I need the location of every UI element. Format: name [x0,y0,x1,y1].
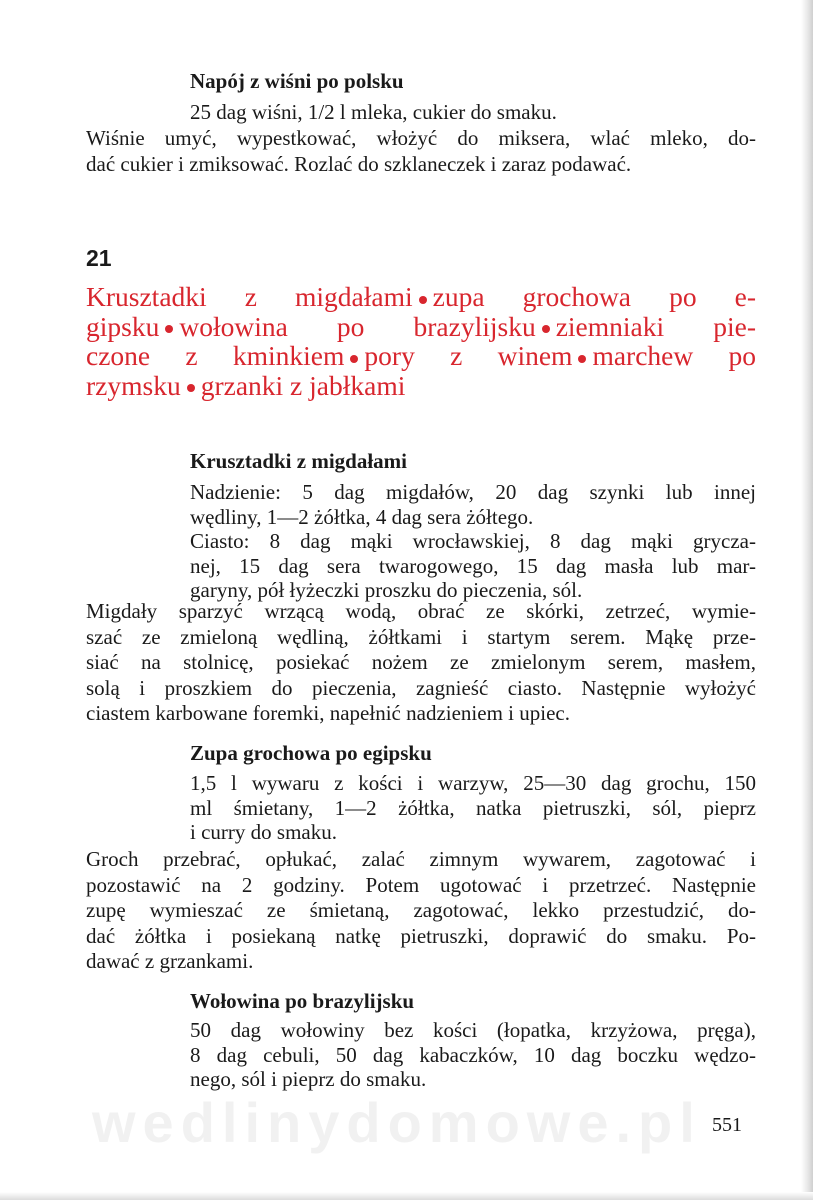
preparation-line: solą i proszkiem do pieczenia, zagnieść ciasto. Następnie wyłożyć [86,675,756,700]
chapter-menu [86,282,756,400]
ingredients-line: garyny, pół łyżeczki proszku do pieczenia, sól. [190,578,583,602]
dough-ingredients [190,529,756,603]
ingredients-line: i curry do smaku. [190,820,337,844]
menu-item: ziemniaki pie- [555,310,756,342]
ingredients-line: 50 dag wołowiny bez kości (łopatka, krzyżowa, pręga), [190,1018,756,1042]
recipe-title: Krusztadki z migdałami [190,449,408,473]
menu-item: zupa grochowa po e- [432,281,756,312]
menu-item: Krusztadki z migdałami [86,281,413,312]
recipe-title: Zupa grochowa po egipsku [190,741,432,765]
menu-line [86,282,756,312]
chapter-number: 21 [86,245,112,271]
bullet-icon [578,355,586,363]
bullet-icon [419,296,427,304]
ingredients-line: Nadzienie: 5 dag migdałów, 20 dag szynki lub innej [190,480,756,504]
menu-item: rzymsku [86,369,181,401]
preparation [86,847,756,975]
preparation-line: szać ze zmieloną wędliną, żółtkami i startym serem. Mąkę prze- [86,624,756,649]
recipe-title: Napój z wiśni po polsku [190,69,404,93]
ingredients-line: ml śmietany, 1—2 żółtka, natka pietruszki, sól, pieprz [190,795,756,820]
preparation [86,126,756,177]
bullet-icon [542,325,550,333]
ingredients [190,100,756,125]
bullet-icon [165,325,173,333]
ingredients-line: wędliny, 1—2 żółtka, 4 dag sera żółtego. [190,504,534,529]
menu-item: pory z winem [364,340,573,371]
preparation-line: Groch przebrać, opłukać, zalać zimnym wywarem, zagotować i [86,847,756,871]
menu-line [86,371,756,401]
ingredients-line: 8 dag cebuli, 50 dag kabaczków, 10 dag boczku wędzo- [190,1042,756,1067]
preparation-line: dawać z grzankami. [86,949,254,973]
preparation-line: ciastem karbowane foremki, napełnić nadzieniem i upiec. [86,701,570,725]
ingredients-line: nej, 15 dag sera twarogowego, 15 dag masła lub mar- [190,553,756,578]
ingredients [190,1018,756,1092]
ingredients [190,771,756,845]
preparation-line: dać cukier i zmiksować. Rozlać do szklaneczek i zaraz podawać. [86,151,632,176]
page-edge-shadow [801,0,813,1200]
watermark: wedlinydomowe.pl [92,1091,702,1154]
filling-ingredients [190,480,756,529]
ingredients-line: 25 dag wiśni, 1/2 l mleka, cukier do smaku. [190,100,557,124]
menu-item: wołowina po brazylijsku [179,310,536,342]
ingredients-line: Ciasto: 8 dag mąki wrocławskiej, 8 dag mąki gryczа- [190,529,756,553]
preparation-line: pozostawić na 2 godziny. Potem ugotować i przetrzeć. Następnie [86,872,756,897]
ingredients-line: nego, sól i pieprz do smaku. [190,1067,427,1091]
page-edge-shadow [0,1192,813,1200]
recipe-title: Wołowina po brazylijsku [190,989,415,1013]
bullet-icon [350,355,358,363]
preparation-line: dać żółtka i posiekaną natkę pietruszki, doprawić do smaku. Po- [86,923,756,948]
menu-item: grzanki z jabłkami [200,369,406,401]
preparation-line: zupę wymieszać ze śmietaną, zagotować, lekko przestudzić, do- [86,898,756,922]
menu-item: gipsku [86,310,160,342]
preparation-line: siać na stolnicę, posiekać nożem ze zmielonym serem, masłem, [86,650,756,674]
ingredients-line: 1,5 l wywaru z kości i warzyw, 25—30 dag grochu, 150 [190,771,756,795]
menu-line [86,341,756,371]
menu-line [86,312,756,342]
menu-item: czone z kminkiem [86,340,345,371]
bullet-icon [187,384,195,392]
page-number: 551 [712,1114,742,1136]
preparation [86,599,756,727]
preparation-line: Migdały sparzyć wrzącą wodą, obrać ze skórki, zetrzeć, wymie- [86,599,756,623]
preparation-line: Wiśnie umyć, wypestkować, włożyć do miksera, wlać mleko, do- [86,126,756,150]
menu-item: marchew po [592,340,756,371]
